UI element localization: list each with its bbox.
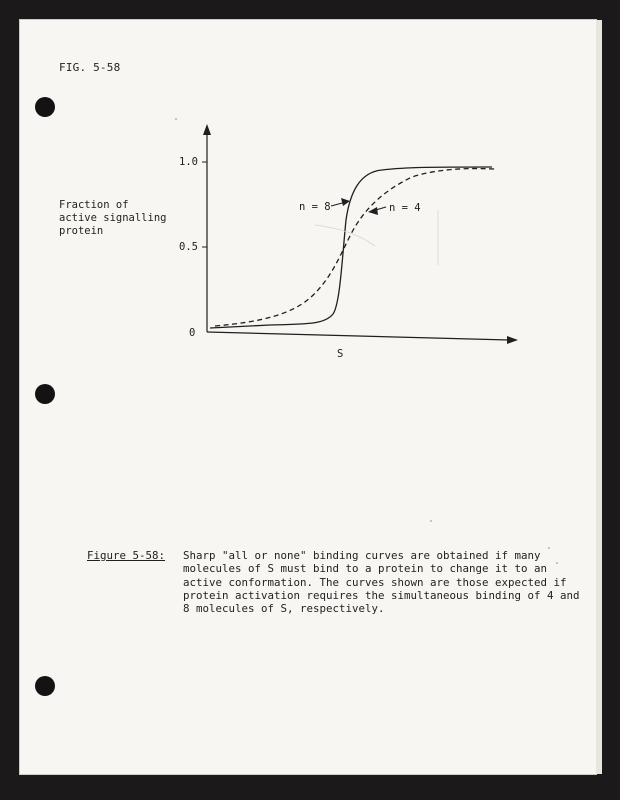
y-tick-label-1: 1.0 bbox=[179, 156, 198, 168]
series-n8-line bbox=[210, 167, 492, 328]
x-axis-label: S bbox=[337, 348, 344, 360]
y-axis-label-line-3: protein bbox=[59, 225, 104, 237]
series-n4-line bbox=[215, 169, 495, 326]
figure-number: FIG. 5-58 bbox=[59, 61, 121, 74]
paper-speck bbox=[175, 118, 177, 120]
punch-hole-bottom bbox=[35, 676, 55, 696]
y-axis-arrow bbox=[203, 124, 211, 135]
y-axis-label-line-1: Fraction of bbox=[59, 199, 129, 211]
x-axis bbox=[207, 332, 510, 340]
paper-speck bbox=[556, 562, 558, 564]
y-axis-label-line-2: active signalling bbox=[59, 212, 167, 224]
caption-label: Figure 5-58: bbox=[87, 549, 166, 562]
paper-speck bbox=[430, 520, 432, 522]
paper-speck bbox=[548, 547, 550, 549]
y-tick-label-05: 0.5 bbox=[179, 241, 198, 253]
x-axis-arrow bbox=[507, 336, 518, 344]
binding-curve-chart bbox=[40, 110, 540, 380]
annotation-n4: n = 4 bbox=[389, 202, 421, 214]
paper-edge bbox=[596, 20, 602, 774]
punch-hole-middle bbox=[35, 384, 55, 404]
caption-text: Sharp "all or none" binding curves are obtained if many molecules of S must bind to a protein to change it to an active conformation. The curves shown are those expected if protein activation requires the simultaneous binding of 4 and 8 molecules of S, respectively. bbox=[183, 549, 580, 616]
annotation-n8: n = 8 bbox=[299, 201, 331, 213]
y-tick-label-0: 0 bbox=[189, 327, 196, 339]
